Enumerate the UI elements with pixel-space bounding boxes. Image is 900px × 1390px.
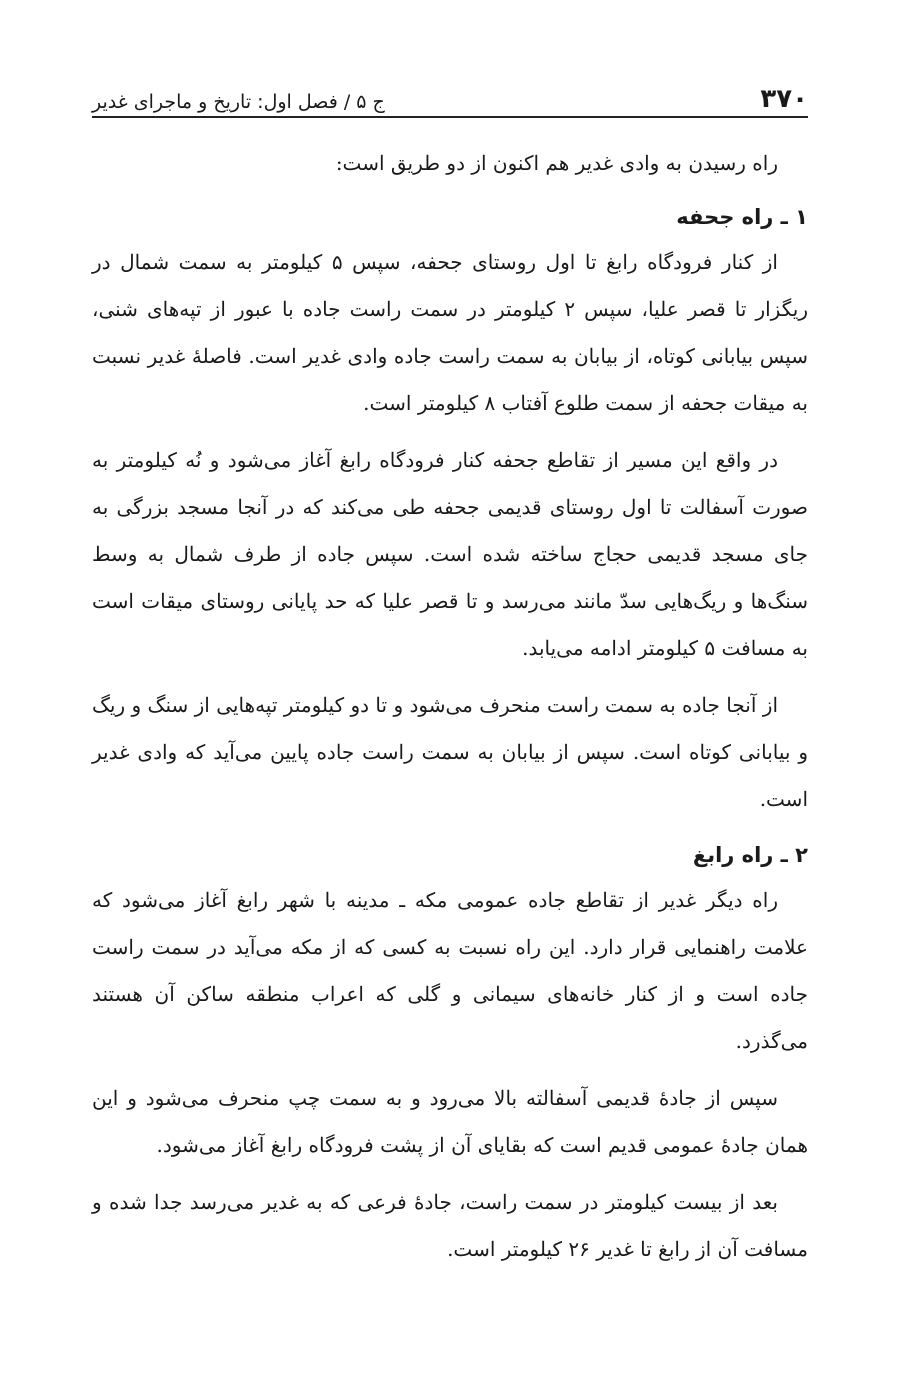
running-head: ج ۵ / فصل اول: تاریخ و ماجرای غدیر [92,91,385,113]
page-body [92,140,808,1273]
book-page [92,60,808,1283]
intro-paragraph: راه رسیدن به وادی غدیر هم اکنون از دو طریق است: [335,151,778,175]
paragraph: راه دیگر غدیر از تقاطع جاده عمومی مکه ـ مدینه با شهر رابغ آغاز می‌شود که علامت راهنمایی قرار دارد. این راه نسبت به کسی که از مکه می‌آید در سمت راست جاده است و از کنار خانه‌های سیمانی و گلی که اعراب منطقه ساکن آن هستند می‌گذرد. [92,888,808,1053]
paragraph: در واقع این مسیر از تقاطع جحفه کنار فرودگاه رابغ آغاز می‌شود و نُه کیلومتر به صورت آسفالت تا اول روستای قدیمی جحفه طی می‌کند که در آنجا مسجد بزرگی به جای مسجد قدیمی حجاج ساخته شده است. سپس جاده از طرف شمال به وسط سنگ‌ها و ریگ‌هایی سدّ مانند می‌رسد و تا قصر علیا که حد پایانی روستای میقات است به مسافت ۵ کیلومتر ادامه می‌یابد. [92,448,809,660]
paragraph: بعد از بیست کیلومتر در سمت راست، جادهٔ فرعی که به غدیر می‌رسد جدا شده و مسافت آن از رابغ تا غدیر ۲۶ کیلومتر است. [92,1190,808,1261]
page-number: ۳۷۰ [760,84,808,114]
page-header [92,60,808,118]
section-heading-juhfa: ۱ ـ راه جحفه [676,205,808,229]
paragraph: سپس از جادهٔ قدیمی آسفالته بالا می‌رود و به سمت چپ منحرف می‌شود و این همان جادهٔ عمومی قدیم است که بقایای آن از پشت فرودگاه رابغ آغاز می‌شود. [92,1086,808,1157]
section-heading-rabigh: ۲ ـ راه رابغ [692,843,808,867]
paragraph: از کنار فرودگاه رابغ تا اول روستای جحفه، سپس ۵ کیلومتر به سمت شمال در ریگزار تا قصر علیا، سپس ۲ کیلومتر در سمت راست جاده با عبور از تپه‌های شنی، سپس بیابانی کوتاه، از بیابان به سمت راست جاده وادی غدیر است. فاصلهٔ غدیر نسبت به میقات جحفه از سمت طلوع آفتاب ۸ کیلومتر است. [92,250,808,415]
paragraph: از آنجا جاده به سمت راست منحرف می‌شود و تا دو کیلومتر تپه‌هایی از سنگ و ریگ و بیابانی کوتاه است. سپس از بیابان به سمت راست جاده پایین می‌آید که وادی غدیر است. [92,693,808,811]
